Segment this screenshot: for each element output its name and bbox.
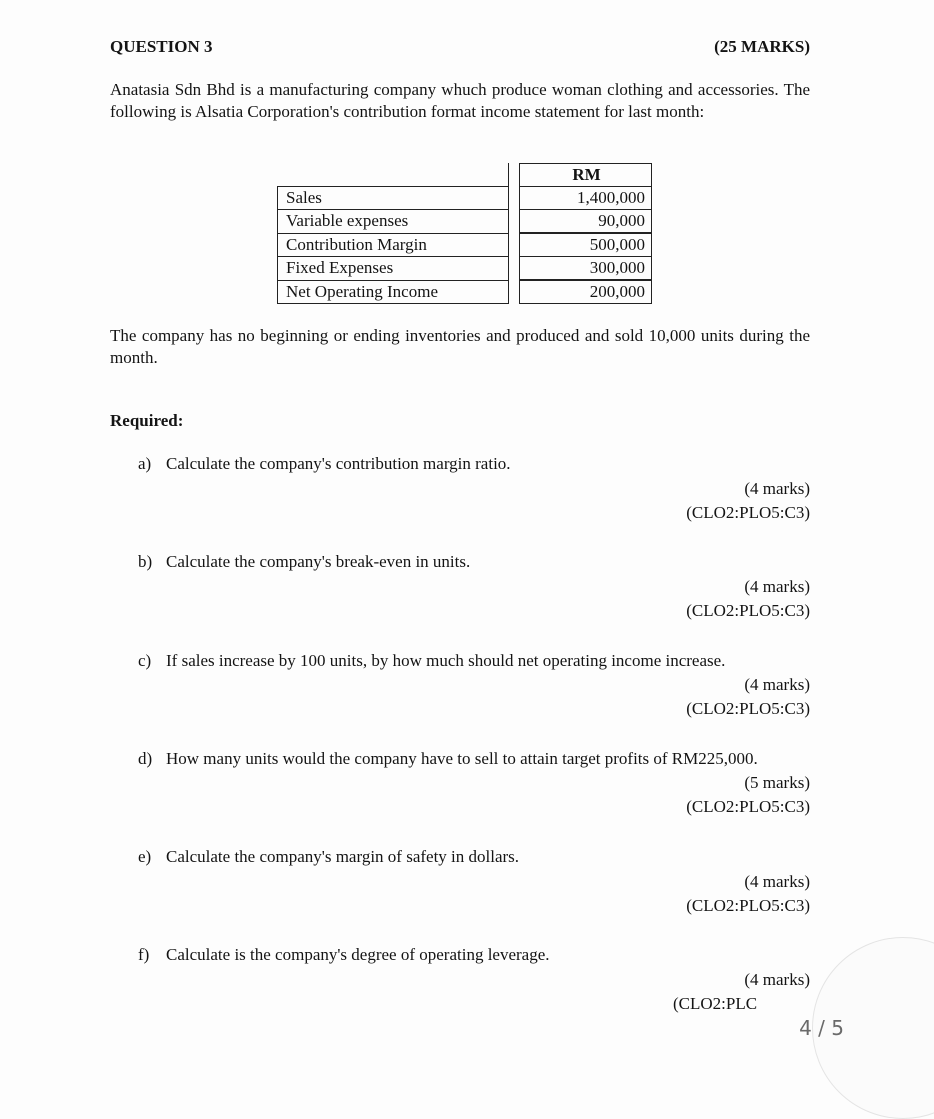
table-row <box>278 280 652 304</box>
row-label: Sales <box>278 187 509 210</box>
currency-header: RM <box>520 164 652 187</box>
item-marks: (4 marks) <box>744 577 810 596</box>
item-letter: b) <box>138 552 153 571</box>
item-clo: (CLO2:PLO5:C3) <box>686 896 810 915</box>
question-item-f <box>138 944 550 966</box>
item-letter: f) <box>138 945 150 964</box>
question-item-e <box>138 846 519 868</box>
item-marks: (4 marks) <box>744 479 810 498</box>
item-letter: c) <box>138 651 152 670</box>
row-value: 500,000 <box>520 233 652 257</box>
question-item-b <box>138 551 470 573</box>
item-marks: (5 marks) <box>744 773 810 792</box>
table-row <box>278 210 652 234</box>
item-text: How many units would the company have to sell to attain target profits of RM225,000. <box>166 749 758 768</box>
item-text: Calculate is the company's degree of operating leverage. <box>166 945 550 964</box>
income-statement-table <box>277 163 652 304</box>
table-row <box>278 187 652 210</box>
row-value: 90,000 <box>520 210 652 234</box>
table-row <box>278 233 652 257</box>
item-clo: (CLO2:PLO5:C3) <box>686 797 810 816</box>
table-row <box>278 257 652 281</box>
row-label: Fixed Expenses <box>278 257 509 281</box>
page-indicator: 4 / 5 <box>799 1016 844 1040</box>
question-item-d <box>138 748 758 770</box>
row-value: 200,000 <box>520 280 652 304</box>
item-marks: (4 marks) <box>744 675 810 694</box>
item-text: Calculate the company's contribution margin ratio. <box>166 454 511 473</box>
item-clo: (CLO2:PLO5:C3) <box>686 503 810 522</box>
row-label: Variable expenses <box>278 210 509 234</box>
question-item-a <box>138 453 511 475</box>
item-clo: (CLO2:PLC <box>673 994 758 1013</box>
intro-paragraph: Anatasia Sdn Bhd is a manufacturing company whuch produce woman clothing and accessories. The following is Alsatia Corporation's contribution format income statement for last month: <box>110 80 810 121</box>
item-letter: d) <box>138 749 153 768</box>
item-marks: (4 marks) <box>744 970 810 989</box>
item-letter: a) <box>138 454 152 473</box>
item-clo: (CLO2:PLO5:C3) <box>686 699 810 718</box>
question-item-c <box>138 650 725 672</box>
item-letter: e) <box>138 847 152 866</box>
row-value: 300,000 <box>520 257 652 281</box>
row-label: Contribution Margin <box>278 233 509 257</box>
question-title: QUESTION 3 <box>110 37 213 56</box>
item-marks: (4 marks) <box>744 872 810 891</box>
item-text: Calculate the company's break-even in units. <box>166 552 471 571</box>
question-total-marks: (25 MARKS) <box>714 37 810 56</box>
row-value: 1,400,000 <box>520 187 652 210</box>
item-text: If sales increase by 100 units, by how much should net operating income increase. <box>166 651 726 670</box>
item-text: Calculate the company's margin of safety in dollars. <box>166 847 520 866</box>
note-paragraph: The company has no beginning or ending inventories and produced and sold 10,000 units during the month. <box>110 326 810 367</box>
row-label: Net Operating Income <box>278 280 509 304</box>
required-heading: Required: <box>110 411 184 430</box>
item-clo: (CLO2:PLO5:C3) <box>686 601 810 620</box>
